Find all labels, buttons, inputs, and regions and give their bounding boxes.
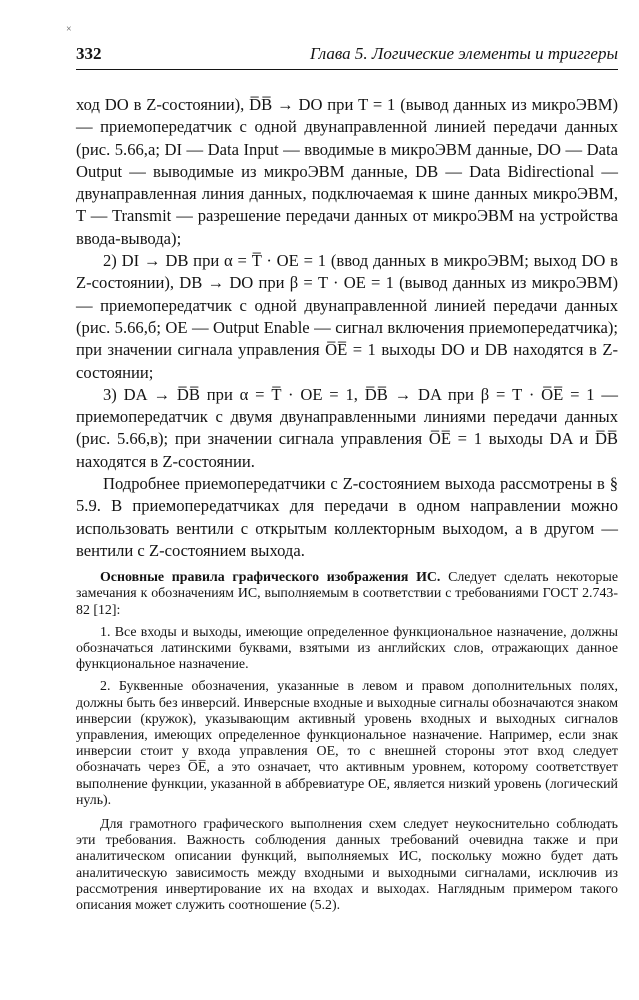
- section-rules: [76, 570, 618, 809]
- paragraph-item-3: 3) DA → D̅B̅ при α = T̅ · OE = 1, D̅B̅ → DA при β = T · O̅E̅ = 1 — приемопередатчик с двумя двунаправленными линиями передачи данных (рис. 5.66,в); при значении сигнала управления O̅E̅ = 1 выходы DA и D̅B̅ находятся в Z-состоянии.: [76, 384, 618, 471]
- page-number: 332: [76, 44, 102, 63]
- running-title: Глава 5. Логические элементы и триггеры: [309, 44, 618, 63]
- paragraph-item-2: 2) DI → DB при α = T̅ · OE = 1 (ввод данных в микроЭВМ; выход DO в Z-состоянии), DB → DO при β = T · OE = 1 (вывод данных из микроЭВМ) — приемопередатчик с одной двунаправленной линией передачи данных (рис. 5.66,б; OE — Output Enable — сигнал включения приемопередатчика); при значении сигнала управления O̅E̅ = 1 выходы DO и DB находятся в Z-состоянии;: [76, 251, 618, 382]
- paragraph-continued: ход DO в Z-состоянии), D̅B̅ → DO при T = 1 (вывод данных из микроЭВМ) — приемопередатчик с одной двунаправленной линией передачи данных (рис. 5.66,а; DI — Data Input — вводимые в микроЭВМ данные, DO — Data Output — выводимые из микроЭВМ данные, DB — Data Bidirectional — двунаправленная линия данных, подключаемая к шине данных микроЭВМ, T — Transmit — разрешение передачи данных от микроЭВМ на устройства ввода-вывода);: [76, 95, 618, 248]
- paragraph-z-state: Подробнее приемопередатчики с Z-состоянием выхода рассмотрены в § 5.9. В приемопередатчиках для передачи в одном направлении можно использовать вентили с открытым коллекторным выходом, а в другом — вентили с Z-состоянием выхода.: [76, 474, 618, 560]
- rule-1: 1. Все входы и выходы, имеющие определенное функциональное назначение, должны обозначаться латинскими буквами, взятыми из английских слов, отражающих данное функциональное назначение.: [76, 624, 618, 673]
- section-intro: Следует сделать некоторые замечания к обозначениям ИС, выполняемым в соответствии с требованиями ГОСТ 2.743-82 [12]:: [76, 570, 618, 618]
- closing-block: [76, 817, 618, 914]
- corner-mark: ×: [66, 24, 72, 35]
- rule-2: 2. Буквенные обозначения, указанные в левом и правом дополнительных полях, должны быть без инверсий. Инверсные входные и выходные сигналы обозначаются знаком инверсии (кружок), указывающим активный уровень входных и выходных сигналов управления, имеющих определенное функциональное назначение. Например, если знак инверсии стоит у входа управления OE, то с внешней стороны этот вход следует обозначать через O̅E̅, а это означает, что активным уровнем, которому соответствует выполнение функции, указанной в аббревиатуре OE, является низкий уровень (логический нуль).: [76, 679, 618, 808]
- section-heading: Основные правила графического изображения ИС.: [100, 570, 441, 586]
- section-intro-paragraph: [76, 570, 618, 619]
- main-text: [76, 94, 618, 562]
- page-header: [76, 44, 618, 68]
- header-rule: [76, 69, 618, 70]
- page-body: [76, 94, 618, 914]
- closing-paragraph: Для грамотного графического выполнения схем следует неукоснительно соблюдать эти требования. Важность соблюдения данных требований очевидна также и при аналитическом описании функций, выполняемых ИС, поскольку можно будет дать аналитическую зависимость между входными и выходными сигналами, исключив из рассмотрения инвертирование их на входах и выходах. Наглядным примером такого описания может служить соотношение (5.2).: [76, 817, 618, 914]
